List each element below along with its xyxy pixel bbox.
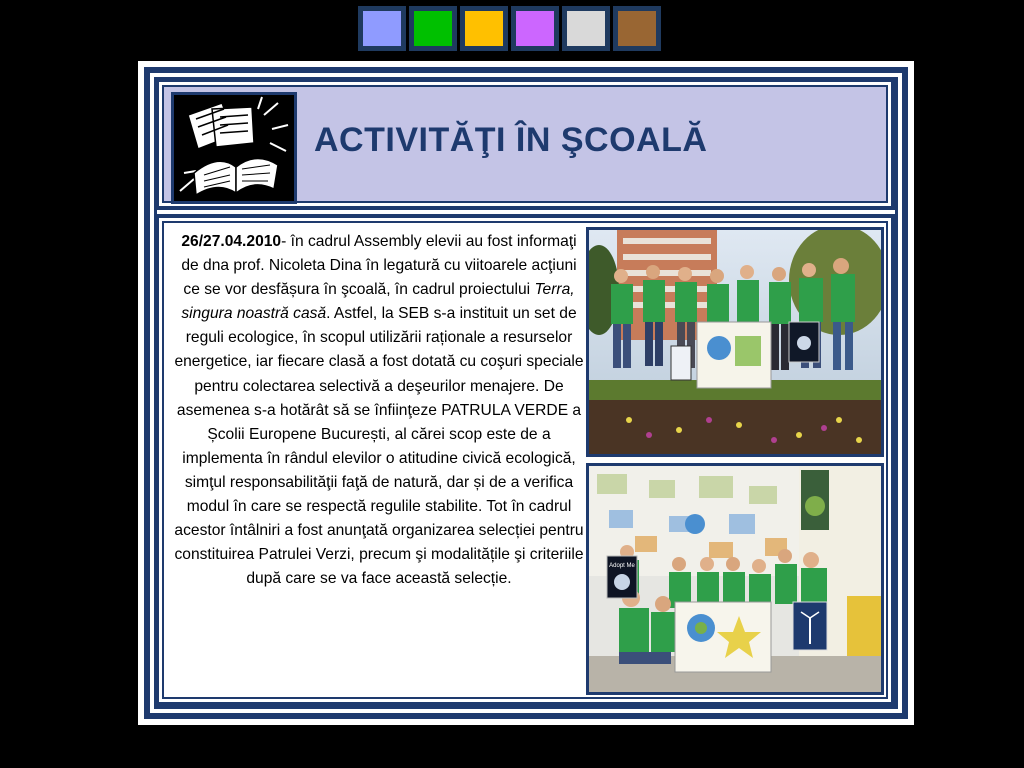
adopt-me-sign: Adopt Me bbox=[609, 563, 635, 569]
swatch-violet[interactable] bbox=[511, 6, 559, 51]
article-date: 26/27.04.2010 bbox=[181, 233, 282, 250]
photo-students-outdoors bbox=[586, 227, 884, 457]
project-name: Terra, singura noastră casă bbox=[181, 281, 575, 323]
article-text bbox=[172, 230, 586, 591]
color-swatch-bar bbox=[358, 6, 661, 51]
article-text-part-2: . Astfel, la SEB s-a instituit un set de reguli ecologice, în scopul utilizării raționale a resurselor energetice, iar fiecare clasă a fost dotată cu coşuri speciale pentru colectarea selectivă a deşeurilor menajere. De asemenea s-a hotărât să se înfiinţeze PATRULA VERDE a Școlii Europene București, al cărei scop este de a implementa în rândul elevilor o atitudine civică ecologică, simţul responsabilităţii faţă de natură, dar și de a verifica modul în care se respectă regulile stabilite. Tot în cadrul acestor întâlniri a fost anunţată organizarea selecției pentru constituirea Patrulei Verzi, precum şi modalitățile şi criteriile după care se va face această selecție. bbox=[174, 305, 584, 588]
swatch-green[interactable] bbox=[409, 6, 457, 51]
swatch-brown[interactable] bbox=[613, 6, 661, 51]
swatch-periwinkle[interactable] bbox=[358, 6, 406, 51]
book-with-papers-icon bbox=[171, 92, 297, 204]
article-text-part-1: - în cadrul Assembly elevii au fost informaţi de dna prof. Nicoleta Dina în legatură cu viitoarele acţiuni ce se vor desfășura în şcoală, în cadrul proiectului bbox=[181, 233, 577, 299]
title-banner bbox=[155, 78, 895, 210]
swatch-yellow[interactable] bbox=[460, 6, 508, 51]
swatch-gray[interactable] bbox=[562, 6, 610, 51]
photo-students-indoors bbox=[586, 463, 884, 695]
title-banner-inner bbox=[162, 85, 888, 203]
page-title: ACTIVITĂŢI ÎN ŞCOALĂ bbox=[314, 121, 708, 159]
